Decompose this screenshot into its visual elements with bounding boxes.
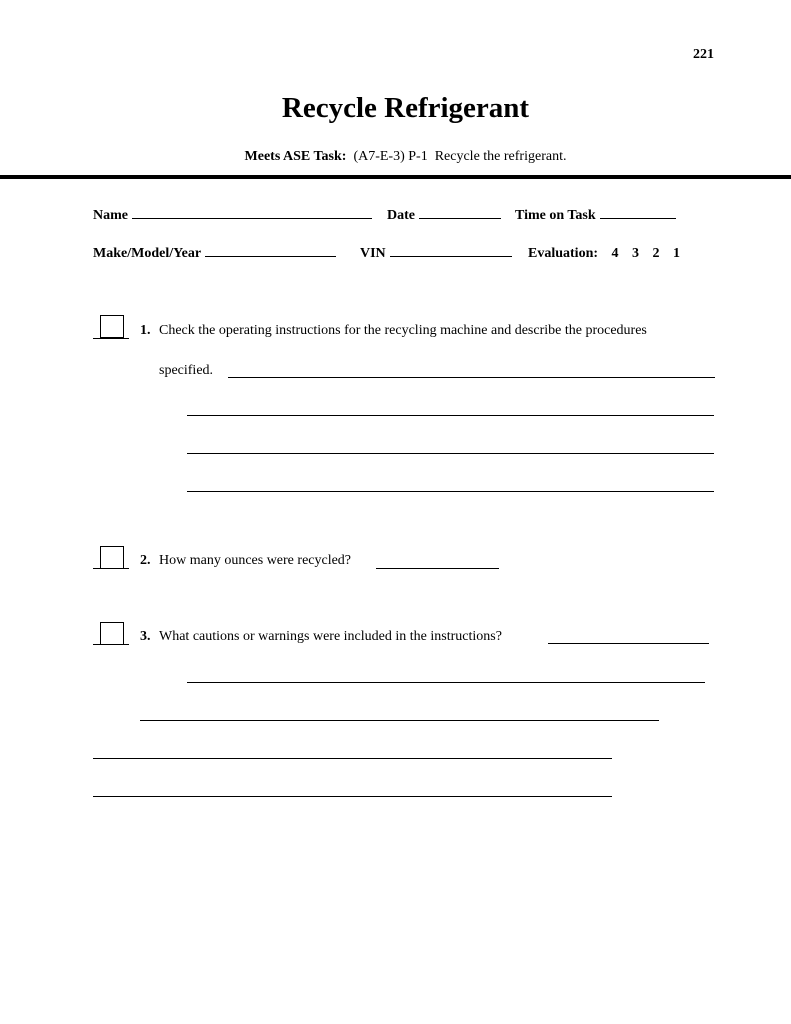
- page-number: 221: [693, 47, 714, 62]
- vin-blank[interactable]: [390, 255, 512, 257]
- question-1-number: 1.: [140, 323, 151, 338]
- evaluation-field: [528, 246, 680, 262]
- ase-task-line: [0, 149, 791, 165]
- task-label: Meets ASE Task:: [244, 149, 347, 164]
- answer-line[interactable]: [187, 682, 705, 683]
- question-2-checkbox[interactable]: [100, 546, 124, 569]
- question-3-checkbox[interactable]: [100, 622, 124, 645]
- question-2-text: How many ounces were recycled?: [159, 553, 352, 568]
- question-2-number: 2.: [140, 553, 151, 568]
- question-2-check-line: [93, 568, 129, 569]
- make-blank[interactable]: [205, 255, 336, 257]
- question-3-check-line: [93, 644, 129, 645]
- vin-field: [360, 246, 512, 262]
- date-field: [387, 208, 501, 224]
- question-3-number: 3.: [140, 629, 151, 644]
- evaluation-score[interactable]: 2: [652, 246, 660, 261]
- date-label: Date: [387, 208, 415, 223]
- answer-line[interactable]: [548, 643, 709, 644]
- evaluation-score[interactable]: 4: [611, 246, 619, 261]
- question-1-continuation: specified.: [159, 363, 214, 378]
- question-3-text: What cautions or warnings were included in the instructions?: [159, 629, 502, 644]
- time-label: Time on Task: [515, 208, 596, 223]
- answer-line[interactable]: [93, 796, 612, 797]
- time-blank[interactable]: [600, 217, 676, 219]
- answer-line[interactable]: [376, 568, 499, 569]
- answer-line[interactable]: [187, 415, 714, 416]
- evaluation-score[interactable]: 1: [673, 246, 681, 261]
- name-blank[interactable]: [132, 217, 372, 219]
- evaluation-score[interactable]: 3: [632, 246, 640, 261]
- answer-line[interactable]: [187, 453, 714, 454]
- time-field: [515, 208, 676, 224]
- answer-line[interactable]: [140, 720, 659, 721]
- name-field: [93, 208, 372, 224]
- answer-line[interactable]: [93, 758, 612, 759]
- header-divider: [0, 175, 791, 179]
- make-label: Make/Model/Year: [93, 246, 202, 261]
- question-1-checkbox[interactable]: [100, 315, 124, 338]
- vin-label: VIN: [360, 246, 386, 261]
- date-blank[interactable]: [419, 217, 501, 219]
- question-1-text: Check the operating instructions for the recycling machine and describe the procedures: [159, 323, 647, 338]
- name-label: Name: [93, 208, 128, 223]
- answer-line[interactable]: [228, 377, 715, 378]
- question-1-check-line: [93, 338, 129, 339]
- page-title: Recycle Refrigerant: [281, 92, 530, 124]
- make-field: [93, 246, 336, 262]
- evaluation-label: Evaluation:: [528, 246, 599, 261]
- task-description: Recycle the refrigerant.: [434, 149, 567, 164]
- task-code: (A7-E-3) P-1: [353, 149, 428, 164]
- answer-line[interactable]: [187, 491, 714, 492]
